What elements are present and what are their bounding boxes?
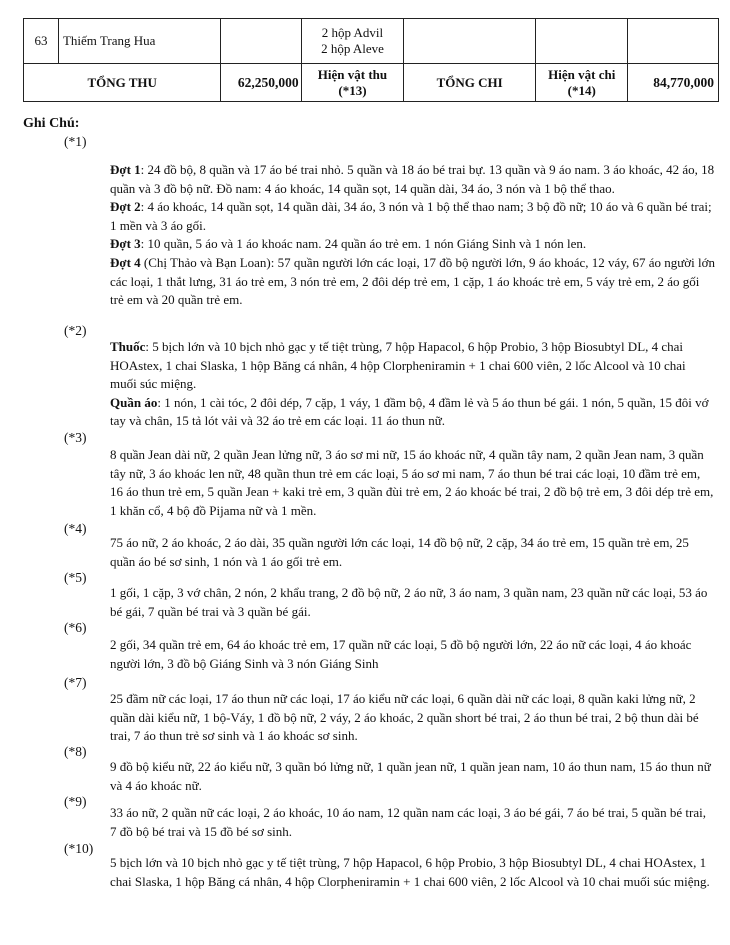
note-9: 33 áo nữ, 2 quần nữ các loại, 2 áo khoác, 10 áo nam, 12 quần nam các loại, 3 áo bé gái, 7 áo bé trai, 5 quần bé trai, 7 đồ bộ bé trai và 15 đồ bé sơ sinh. <box>110 805 707 839</box>
table-row <box>24 19 719 64</box>
empty-cell <box>404 19 536 64</box>
totals-row <box>24 64 719 102</box>
donor-name: Thiếm Trang Hua <box>58 19 220 64</box>
empty-cell <box>628 19 719 64</box>
note-mark: (*8) <box>64 744 87 759</box>
note-mark: (*4) <box>64 521 87 536</box>
note-mark: (*9) <box>64 794 87 809</box>
note-3: 8 quần Jean dài nữ, 2 quần Jean lửng nữ, 3 áo sơ mi nữ, 15 áo khoác nữ, 4 quần tây nam, 2 quần Jean nam, 3 quần tây nữ, 3 áo khoác len nữ, 48 quần thun trẻ em các loại, 5 áo sơ mi nam, 7 áo thun bé trai các loại, 10 đầm trẻ em, 16 áo thun trẻ em, 5 quần Jean + kaki trẻ em, 3 quần đùi trẻ em, 2 áo khoác bé trai, 2 đồ bộ trẻ em, 3 đôi dép trẻ em, 1 khăn cổ, 4 bộ đồ Pijama nữ và 1 mền. <box>110 447 714 518</box>
batch-2 <box>110 198 715 235</box>
note-7: 25 đầm nữ các loại, 17 áo thun nữ các loại, 17 áo kiểu nữ các loại, 6 quần dài nữ các loại, 8 quần kaki lửng nữ, 2 quần dài kiểu nữ, 1 bộ-Váy, 1 đồ bộ nữ, 2 váy, 2 áo khoác, 2 quần short bé trai, 2 áo thun bé trai, 2 bộ thun dài bé trai, 7 áo thun trẻ sơ sinh và 1 áo khoác sơ sinh. <box>110 691 699 744</box>
clothes-line <box>110 394 715 431</box>
note-2 <box>110 338 715 431</box>
notes-title: Ghi Chú: <box>23 116 80 131</box>
note-mark: (*7) <box>64 675 87 690</box>
medicine-text: : 5 bịch lớn và 10 bịch nhỏ gạc y tế tiệt trùng, 7 hộp Hapacol, 6 hộp Probio, 3 hộp Biosubtyl DL, 4 chai HOAstex, 1 chai Slaska, 1 hộp Băng cá nhân, 4 hộp Clorpheniramin + 1 chai 600 viên, 2 lốc Alcool và 10 chai muối súc miệng. <box>110 339 686 392</box>
batch-3 <box>110 235 715 254</box>
in-kind-expense <box>535 64 628 102</box>
note-8: 9 đồ bộ kiểu nữ, 22 áo kiểu nữ, 3 quần bó lửng nữ, 1 quần jean nữ, 1 quần jean nam, 10 áo thun nam, 15 áo thun nữ và 4 áo khoác nữ. <box>110 759 711 793</box>
batch-label: Đợt 3 <box>110 236 141 252</box>
item-line: 2 hộp Advil <box>321 25 384 40</box>
batch-text: (Chị Thảo và Bạn Loan): 57 quần người lớn các loại, 17 đồ bộ người lớn, 9 áo khoác, 12 váy, 67 áo người lớn các loại, 1 thắt lưng, 31 áo trẻ em, 3 nón trẻ em, 2 đôi dép trẻ em, 1 cặp, 1 áo khoác trẻ em, 5 váy trẻ em, 2 áo gối trẻ em và 20 quần trẻ em. <box>110 254 716 308</box>
batch-text: : 10 quần, 5 áo và 1 áo khoác nam. 24 quần áo trẻ em. 1 nón Giáng Sinh và 1 nón len. <box>140 236 587 252</box>
batch-label: Đợt 2 <box>110 199 141 215</box>
batch-label: Đợt 1 <box>110 162 141 177</box>
clothes-text: : 1 nón, 1 cài tóc, 2 đôi dép, 7 cặp, 1 váy, 1 đầm bộ, 4 đầm lẻ và 5 áo thun bé gái. 1 nón, 5 quần, 15 đôi vớ tay và chân, 15 tả lót vải và 32 áo trẻ em các loại. 11 áo thun nữ. <box>110 394 709 429</box>
ledger-table <box>23 18 719 102</box>
total-income-value: 62,250,000 <box>221 64 301 102</box>
in-kind-income-label: Hiện vật thu <box>317 66 388 82</box>
in-kind-expense-ref: (*14) <box>567 82 596 98</box>
note-1 <box>110 161 715 310</box>
note-mark: (*2) <box>64 323 87 338</box>
note-mark: (*1) <box>64 134 87 149</box>
clothes-label: Quần áo <box>110 394 158 410</box>
batch-4 <box>110 254 715 310</box>
batch-label: Đợt 4 <box>110 254 141 270</box>
total-expense-value: 84,770,000 <box>628 64 719 102</box>
medicine-line <box>110 338 715 394</box>
note-4: 75 áo nữ, 2 áo khoác, 2 áo dài, 35 quần người lớn các loại, 14 đồ bộ nữ, 2 cặp, 34 áo trẻ em, 15 quần trẻ em, 25 quần áo bé sơ sinh, 1 nón và 1 áo gối trẻ em. <box>110 535 689 569</box>
batch-text: : 4 áo khoác, 14 quần sọt, 14 quần dài, 34 áo, 3 nón và 1 bộ thể thao nam; 3 bộ đồ nữ; 10 áo và 6 quần bé trai; 1 mền và 3 áo gối. <box>110 199 712 233</box>
empty-cell <box>535 19 628 64</box>
note-mark: (*6) <box>64 620 87 635</box>
in-kind-income-ref: (*13) <box>338 82 367 98</box>
note-mark: (*10) <box>64 841 94 856</box>
total-income-label: TỔNG THU <box>24 64 221 102</box>
medicine-label: Thuốc <box>110 339 146 354</box>
note-6: 2 gối, 34 quần trẻ em, 64 áo khoác trẻ em, 17 quần nữ các loại, 5 đồ bộ người lớn, 22 áo nữ các loại, 4 áo khoác người lớn, 3 đồ bộ Giáng Sinh và 3 nón Giáng Sinh <box>110 637 692 671</box>
note-mark: (*5) <box>64 570 87 585</box>
in-kind-income <box>301 64 404 102</box>
amount-cell <box>221 19 301 64</box>
note-5: 1 gối, 1 cặp, 3 vớ chân, 2 nón, 2 khẩu trang, 2 đồ bộ nữ, 2 áo nữ, 3 áo nam, 3 quần nam, 23 quần nữ các loại, 53 áo bé gái, 7 quần bé trai và 3 quần bé gái. <box>110 585 708 619</box>
batch-1 <box>110 161 715 198</box>
batch-text: : 24 đồ bộ, 8 quần và 17 áo bé trai nhỏ. 5 quần và 18 áo bé trai bự. 13 quần và 9 áo nam. 3 áo khoác, 42 áo, 18 quần và 3 đồ bộ nữ. Đồ nam: 4 áo khoác, 14 quần sọt, 14 quần dài, 34 áo, 3 nón và 1 bộ thể thao. <box>110 162 715 196</box>
note-mark: (*3) <box>64 430 87 445</box>
in-kind-expense-label: Hiện vật chi <box>548 66 616 82</box>
row-number: 63 <box>24 19 59 64</box>
note-10: 5 bịch lớn và 10 bịch nhỏ gạc y tế tiệt trùng, 7 hộp Hapacol, 6 hộp Probio, 3 hộp Biosubtyl DL, 4 chai HOAstex, 1 chai Slaska, 1 hộp Băng cá nhân, 4 hộp Clorpheniramin + 1 chai 600 viên, 2 lốc Alcool và 10 chai muối súc miệng. <box>110 855 710 889</box>
item-line: 2 hộp Aleve <box>321 41 384 56</box>
in-kind-items <box>301 19 404 64</box>
total-expense-label: TỔNG CHI <box>404 64 536 102</box>
